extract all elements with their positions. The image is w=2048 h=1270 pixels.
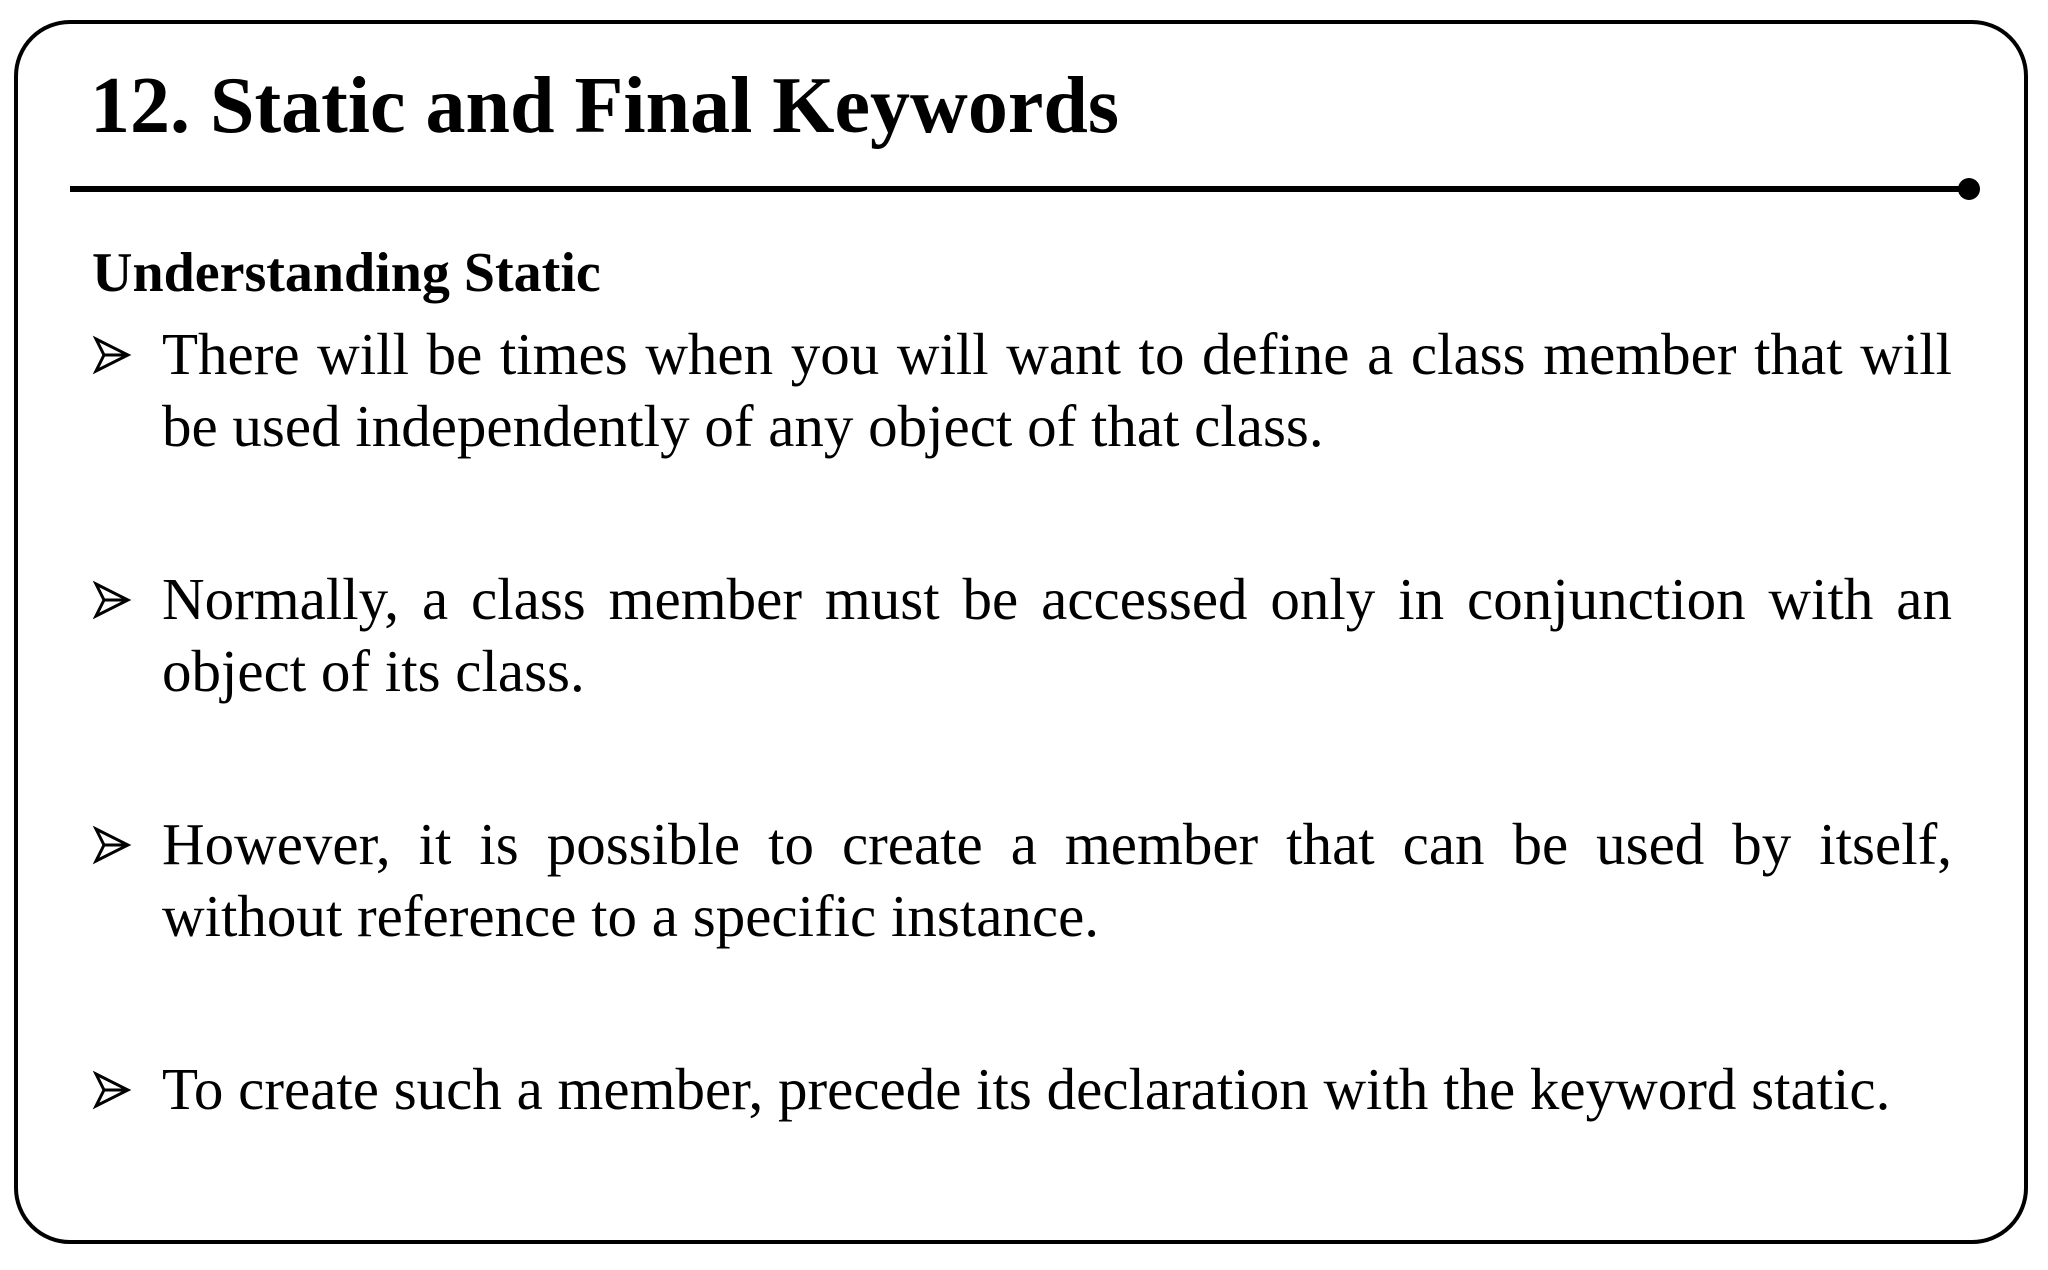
divider-end-dot [1958,178,1980,200]
arrowhead-bullet-icon [92,335,132,375]
bullet-text: However, it is possible to create a member that can be used by itself, without reference to a specific instance. [162,811,1952,949]
page-title: 12. Static and Final Keywords [90,62,1119,150]
bullet-item [92,808,1952,952]
arrowhead-bullet-icon [92,580,132,620]
bullet-text: To create such a member, precede its declaration with the keyword static. [162,1056,1891,1122]
section-heading: Understanding Static [92,242,601,304]
bullet-list [92,318,1952,1125]
bullet-item [92,563,1952,707]
bullet-item [92,318,1952,462]
bullet-item [92,1053,1952,1125]
bullet-text: There will be times when you will want to define a class member that will be used independently of any object of that class. [162,321,1952,459]
arrowhead-bullet-icon [92,825,132,865]
bullet-text: Normally, a class member must be accessed only in conjunction with an object of its class. [162,566,1952,704]
title-divider [70,186,1968,192]
arrowhead-bullet-icon [92,1070,132,1110]
